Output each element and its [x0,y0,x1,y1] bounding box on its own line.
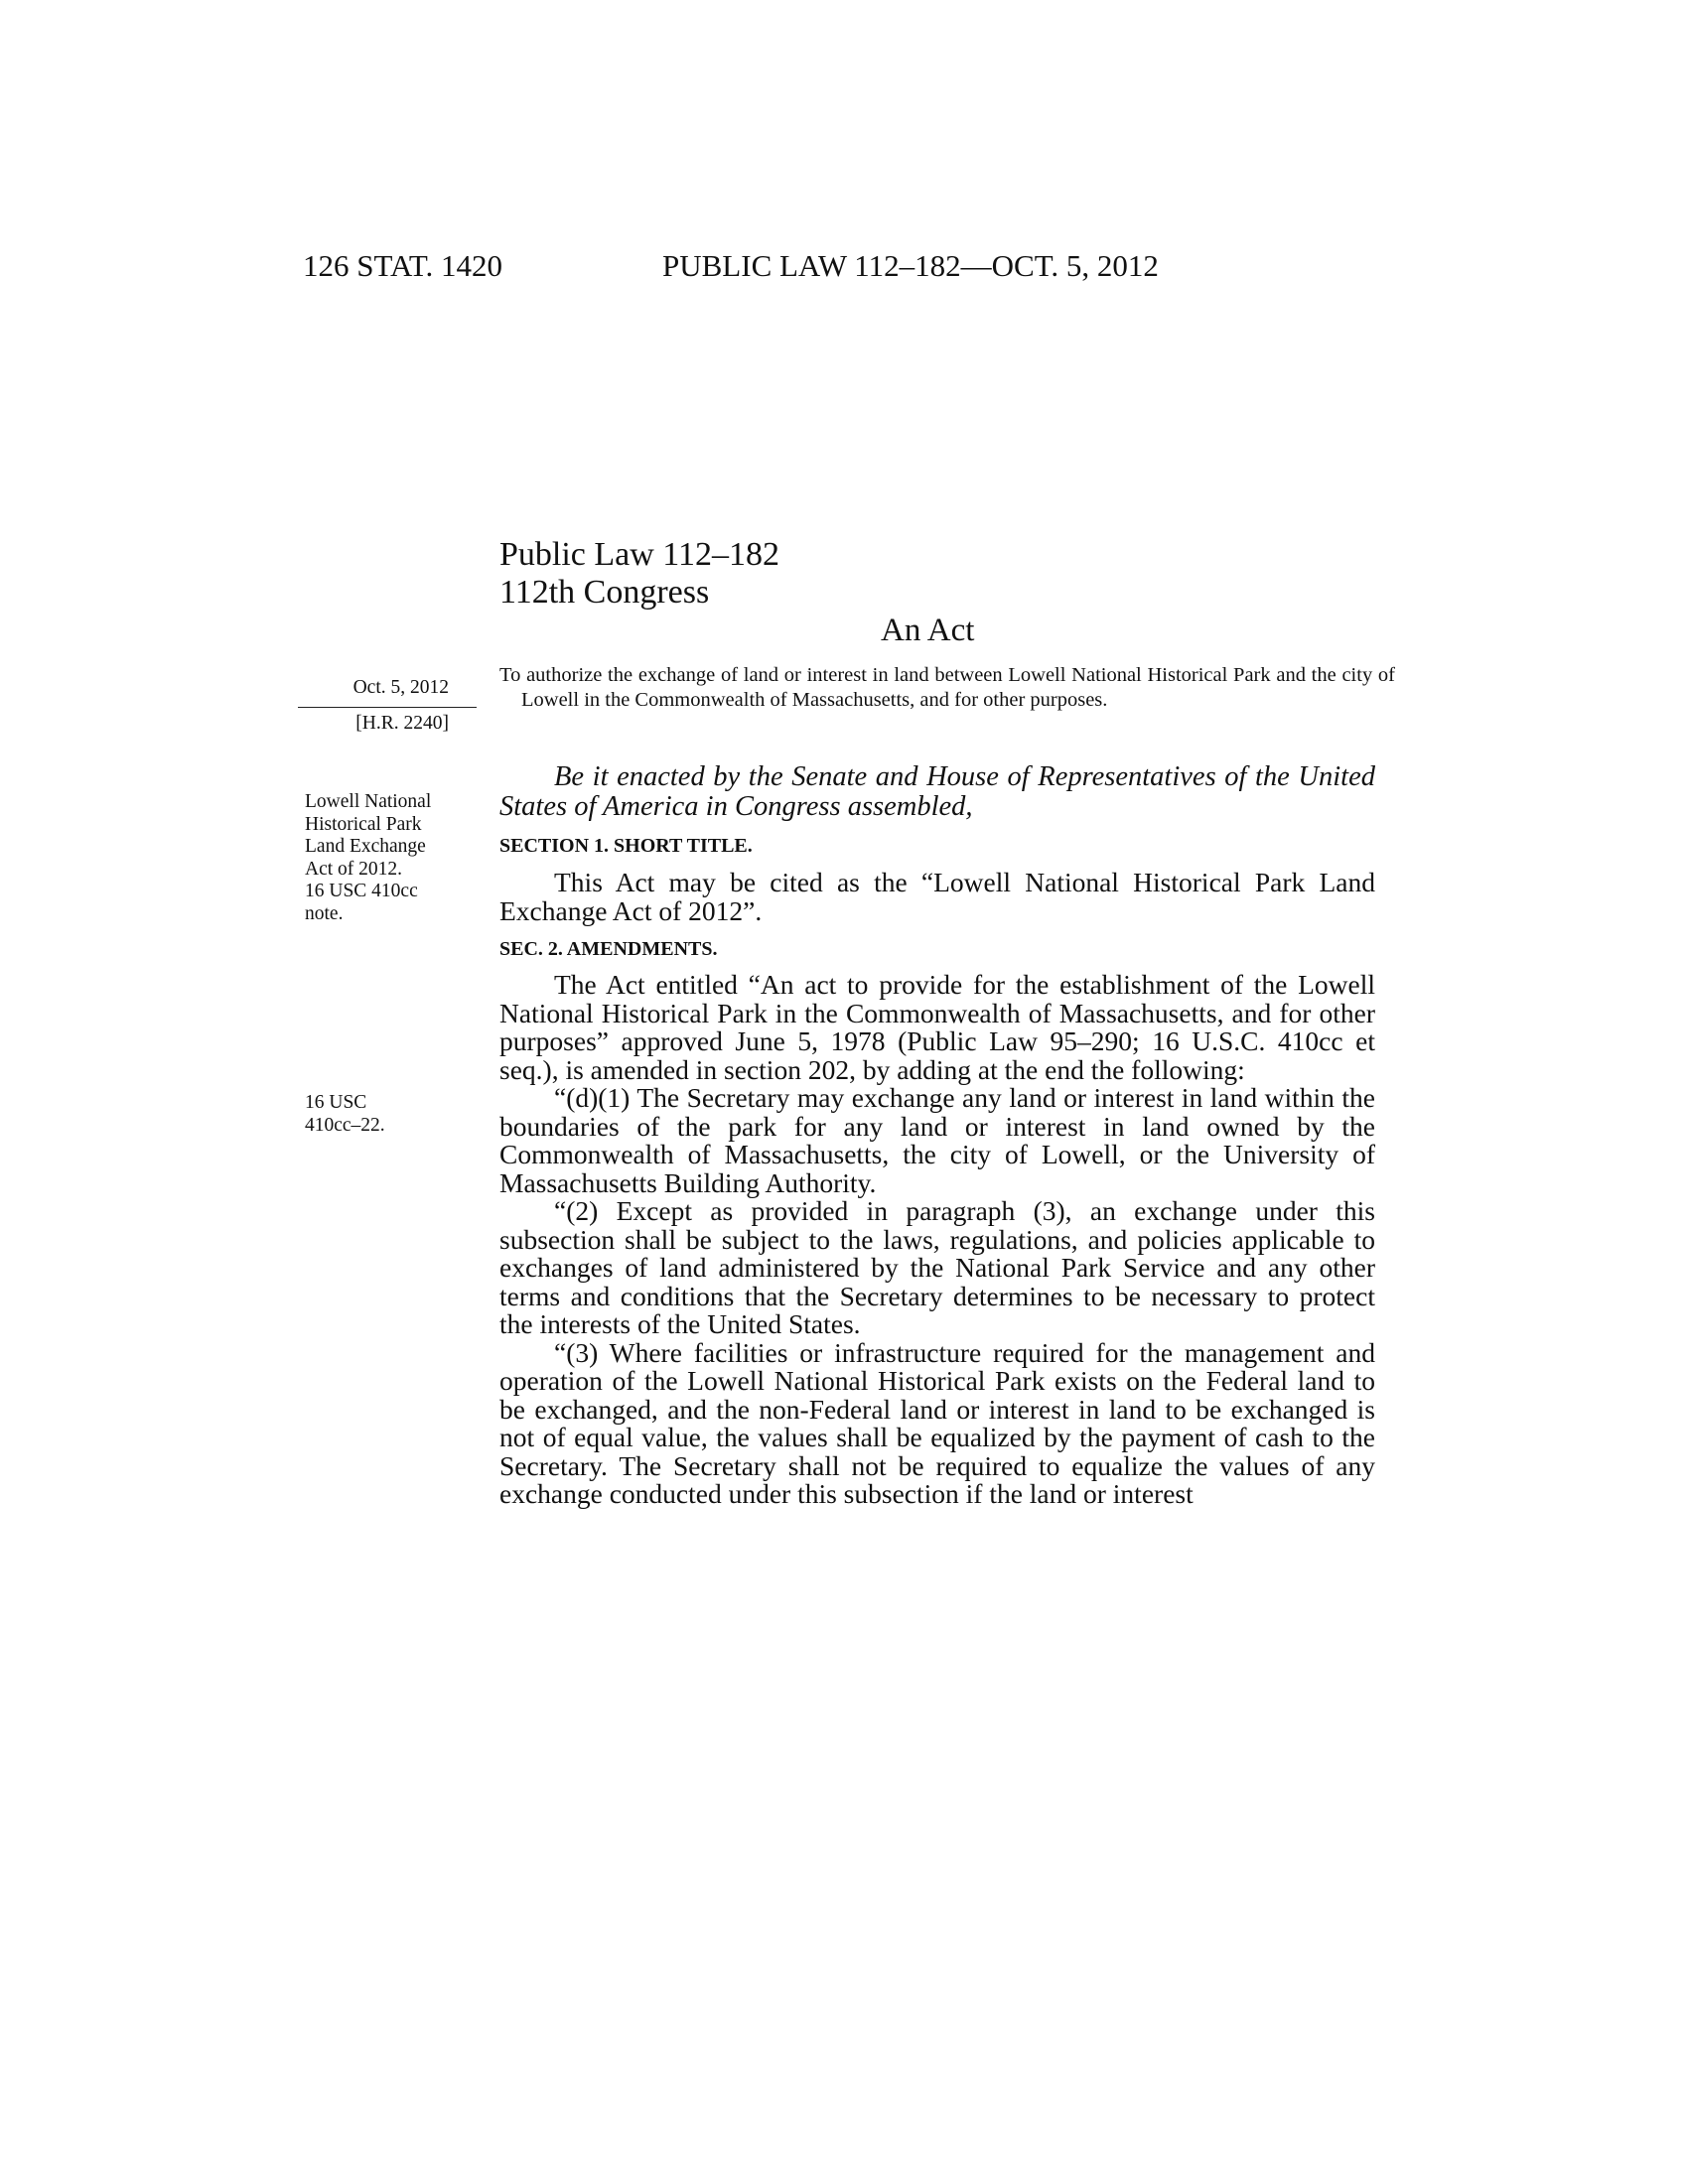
margin-note-line: 16 USC 410cc [305,881,418,901]
section-2-paragraph: The Act entitled “An act to provide for the establishment of the Lowell National Historical Park in the Commonwealth of Massachusetts, and for other purposes” approved June 5, 1978 (Public Law 95–290; 16 U.S.C. 410cc et seq.), is amended in section 202, by adding at the end the following: [499,969,1375,1085]
enacting-clause: Be it enacted by the Senate and House of Representatives of the United States of America in Congress assembled, [499,761,1375,822]
margin-note-line: 410cc–22. [305,1114,385,1136]
margin-note-line: Historical Park [305,813,422,835]
section-2-heading: SEC. 2. AMENDMENTS. [499,938,718,960]
act-label: An Act [881,613,975,648]
margin-note-line: 16 USC [305,1092,367,1113]
congress-label: 112th Congress [499,574,710,611]
section-2-paragraph-2: “(2) Except as provided in paragraph (3), an exchange under this subsection shall be subject to the laws, regulations, and policies applicable to exchanges of land administered by the National Park Service and any other terms and conditions that the Secretary determines to be necessary to protect the interests of the United States. [499,1195,1375,1339]
margin-note-line: Act of 2012. [305,858,403,880]
margin-note-line: note. [305,902,344,924]
public-law-number: Public Law 112–182 [499,536,780,573]
margin-note-usc [305,1092,474,1137]
enactment-date: Oct. 5, 2012 [298,677,477,708]
section-2-paragraph-3: “(3) Where facilities or infrastructure required for the management and operation of the Lowell National Historical Park exists on the Federal land to be exchanged, and the non-Federal land or interest in land to be exchanged is not of equal value, the values shall be equalized by the payment of cash to the Secretary. The Secretary shall not be required to equalize the values of any exchange conducted under this subsection if the land or interest [499,1336,1375,1509]
margin-note-short-title [305,791,474,925]
section-1-heading: SECTION 1. SHORT TITLE. [499,835,753,857]
bill-number: [H.R. 2240] [355,712,449,734]
enactment-date-block [298,677,477,735]
running-header: PUBLIC LAW 112–182—OCT. 5, 2012 [662,248,1159,283]
section-2-body [499,971,1375,1509]
purpose-statement: To authorize the exchange of land or interest in land between Lowell National Historical Park and the city of Lowell in the Commonwealth of Massachusetts, and for other purposes. [499,664,1395,711]
section-2-paragraph-d1: “(d)(1) The Secretary may exchange any land or interest in land within the boundaries of the park for any land or interest in land owned by the Commonwealth of Massachusetts, the city of Lowell, or the University of Massachusetts Building Authority. [499,1082,1375,1198]
margin-note-line: Lowell National [305,791,432,812]
margin-note-line: Land Exchange [305,836,426,857]
law-title-block [499,536,779,612]
section-1-text: This Act may be cited as the “Lowell National Historical Park Land Exchange Act of 2012”. [499,867,1375,926]
page-stat-reference: 126 STAT. 1420 [303,248,503,283]
